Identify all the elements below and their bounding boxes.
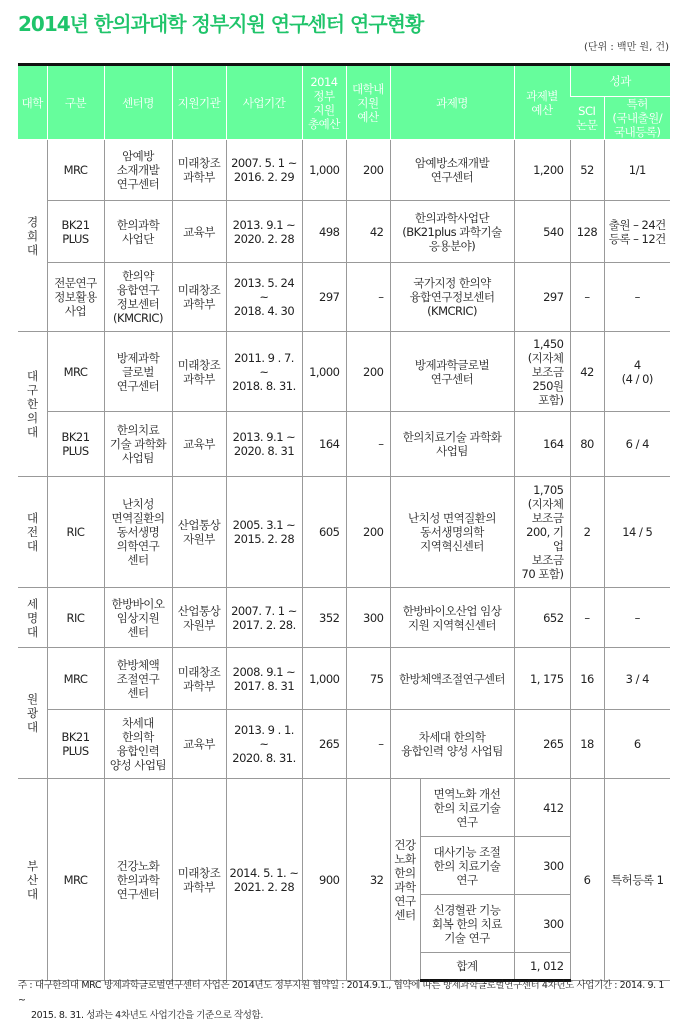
patents: – bbox=[604, 588, 670, 648]
sci-papers: 6 bbox=[570, 779, 604, 981]
header-period: 사업기간 bbox=[226, 65, 302, 140]
gov-budget: 352 bbox=[302, 588, 346, 648]
center-name: 난치성 면역질환의 동서생명 의학연구 센터 bbox=[104, 477, 172, 588]
header-gov-budget: 2014 정부 지원 총예산 bbox=[302, 65, 346, 140]
patents: 6 / 4 bbox=[604, 412, 670, 477]
university-name: 대 구 한 의 대 bbox=[18, 332, 47, 477]
support-agency: 미래창조 과학부 bbox=[172, 140, 226, 201]
program-type: BK21 PLUS bbox=[47, 201, 104, 263]
header-result: 성과 bbox=[570, 65, 670, 97]
sci-papers: 42 bbox=[570, 332, 604, 412]
univ-budget: 200 bbox=[346, 140, 390, 201]
sci-papers: 16 bbox=[570, 648, 604, 710]
patents: 6 bbox=[604, 710, 670, 779]
center-name: 암예방 소재개발 연구센터 bbox=[104, 140, 172, 201]
sci-papers: 2 bbox=[570, 477, 604, 588]
footnote-line-1: 주 : 대구한의대 MRC 방제과학글로벌연구센터 사업은 2014년도 정부지원 협약일 : 2014.9.1., 협약에 따른 방제과학글로벌연구센터 4차년도 사업기간 : 2014. 9. 1 ~ bbox=[18, 980, 665, 1006]
univ-budget: 300 bbox=[346, 588, 390, 648]
sci-papers: 80 bbox=[570, 412, 604, 477]
university-name: 원 광 대 bbox=[18, 648, 47, 779]
header-center: 센터명 bbox=[104, 65, 172, 140]
center-name: 방제과학 글로벌 연구센터 bbox=[104, 332, 172, 412]
support-agency: 교육부 bbox=[172, 710, 226, 779]
program-type: MRC bbox=[47, 648, 104, 710]
program-type: MRC bbox=[47, 779, 104, 981]
task-name: 한방체액조절연구센터 bbox=[390, 648, 514, 710]
project-period: 2008. 9.1 ~ 2017. 8. 31 bbox=[226, 648, 302, 710]
patents: – bbox=[604, 263, 670, 332]
table-row bbox=[18, 140, 670, 201]
support-agency: 미래창조 과학부 bbox=[172, 779, 226, 981]
total-label: 합계 bbox=[420, 953, 514, 981]
center-name: 한의과학 사업단 bbox=[104, 201, 172, 263]
subtask-name: 신경혈관 기능 회복 한의 치료 기술 연구 bbox=[420, 895, 514, 953]
task-name: 차세대 한의학 융합인력 양성 사업팀 bbox=[390, 710, 514, 779]
program-type: MRC bbox=[47, 140, 104, 201]
header-sci: SCI 논문 bbox=[570, 97, 604, 140]
program-type: BK21 PLUS bbox=[47, 412, 104, 477]
page-title: 2014년 한의과대학 정부지원 연구센터 연구현황 bbox=[18, 12, 424, 36]
project-period: 2013. 9.1 ~ 2020. 8. 31 bbox=[226, 412, 302, 477]
univ-budget: – bbox=[346, 412, 390, 477]
project-period: 2013. 9 . 1. ~ 2020. 8. 31. bbox=[226, 710, 302, 779]
support-agency: 교육부 bbox=[172, 412, 226, 477]
center-name: 차세대 한의학 융합인력 양성 사업팀 bbox=[104, 710, 172, 779]
table-row bbox=[18, 779, 670, 837]
sci-papers: 52 bbox=[570, 140, 604, 201]
header-univ: 대학 bbox=[18, 65, 47, 140]
program-type: 전문연구 정보활용 사업 bbox=[47, 263, 104, 332]
task-budget: 1,450 (지자체 보조금 250원 포함) bbox=[514, 332, 570, 412]
patents: 14 / 5 bbox=[604, 477, 670, 588]
university-name: 경 희 대 bbox=[18, 140, 47, 332]
project-period: 2013. 9.1 ~ 2020. 2. 28 bbox=[226, 201, 302, 263]
table-row bbox=[18, 332, 670, 412]
research-center-table bbox=[18, 63, 670, 982]
center-name: 한의약 융합연구 정보센터 (KMCRIC) bbox=[104, 263, 172, 332]
project-period: 2007. 5. 1 ~ 2016. 2. 29 bbox=[226, 140, 302, 201]
task-name: 한의과학사업단 (BK21plus 과학기술 응용분야) bbox=[390, 201, 514, 263]
table-row bbox=[18, 201, 670, 263]
header-univ-budget: 대학내 지원 예산 bbox=[346, 65, 390, 140]
task-budget: 1, 175 bbox=[514, 648, 570, 710]
support-agency: 산업통상 자원부 bbox=[172, 588, 226, 648]
program-type: RIC bbox=[47, 588, 104, 648]
subtask-name: 대사기능 조절 한의 치료기술 연구 bbox=[420, 837, 514, 895]
task-budget: 540 bbox=[514, 201, 570, 263]
header-agency: 지원기관 bbox=[172, 65, 226, 140]
univ-budget: 75 bbox=[346, 648, 390, 710]
center-name: 건강노화 한의과학 연구센터 bbox=[104, 779, 172, 981]
task-name: 방제과학글로벌 연구센터 bbox=[390, 332, 514, 412]
university-name: 부 산 대 bbox=[18, 779, 47, 981]
table-row bbox=[18, 648, 670, 710]
program-type: MRC bbox=[47, 332, 104, 412]
gov-budget: 1,000 bbox=[302, 648, 346, 710]
task-name: 난치성 면역질환의 동서생명의학 지역혁신센터 bbox=[390, 477, 514, 588]
support-agency: 미래창조 과학부 bbox=[172, 263, 226, 332]
task-group-name: 건강 노화 한의 과학 연구 센터 bbox=[390, 779, 420, 981]
univ-budget: – bbox=[346, 263, 390, 332]
center-name: 한방체액 조절연구 센터 bbox=[104, 648, 172, 710]
patents: 출원 – 24건 등록 – 12건 bbox=[604, 201, 670, 263]
gov-budget: 605 bbox=[302, 477, 346, 588]
task-name: 암예방소재개발 연구센터 bbox=[390, 140, 514, 201]
task-budget: 265 bbox=[514, 710, 570, 779]
support-agency: 미래창조 과학부 bbox=[172, 332, 226, 412]
table-row bbox=[18, 477, 670, 588]
patents: 4 (4 / 0) bbox=[604, 332, 670, 412]
header-task-budget: 과제별 예산 bbox=[514, 65, 570, 140]
task-name: 국가지정 한의약 융합연구정보센터 (KMCRIC) bbox=[390, 263, 514, 332]
sci-papers: 18 bbox=[570, 710, 604, 779]
header-type: 구분 bbox=[47, 65, 104, 140]
task-budget: 652 bbox=[514, 588, 570, 648]
support-agency: 미래창조 과학부 bbox=[172, 648, 226, 710]
table-row bbox=[18, 710, 670, 779]
header-task: 과제명 bbox=[390, 65, 514, 140]
subtask-budget: 300 bbox=[514, 837, 570, 895]
univ-budget: 32 bbox=[346, 779, 390, 981]
univ-budget: 200 bbox=[346, 332, 390, 412]
header-patent: 특허 (국내출원/ 국내등록) bbox=[604, 97, 670, 140]
task-budget: 297 bbox=[514, 263, 570, 332]
sci-papers: 128 bbox=[570, 201, 604, 263]
gov-budget: 265 bbox=[302, 710, 346, 779]
sci-papers: – bbox=[570, 263, 604, 332]
university-name: 세 명 대 bbox=[18, 588, 47, 648]
footnote-line-2: 2015. 8. 31. 성과는 4차년도 사업기간을 기준으로 작성함. bbox=[31, 1010, 263, 1021]
gov-budget: 164 bbox=[302, 412, 346, 477]
center-name: 한의치료 기술 과학화 사업팀 bbox=[104, 412, 172, 477]
gov-budget: 1,000 bbox=[302, 332, 346, 412]
univ-budget: 200 bbox=[346, 477, 390, 588]
gov-budget: 498 bbox=[302, 201, 346, 263]
task-name: 한의치료기술 과학화 사업팀 bbox=[390, 412, 514, 477]
project-period: 2013. 5. 24 ~ 2018. 4. 30 bbox=[226, 263, 302, 332]
patents: 특허등록 1 bbox=[604, 779, 670, 981]
center-name: 한방바이오 임상지원 센터 bbox=[104, 588, 172, 648]
support-agency: 산업통상 자원부 bbox=[172, 477, 226, 588]
project-period: 2007. 7. 1 ~ 2017. 2. 28. bbox=[226, 588, 302, 648]
task-budget: 1,705 (지자체 보조금 200, 기업 보조금 70 포함) bbox=[514, 477, 570, 588]
program-type: RIC bbox=[47, 477, 104, 588]
footnote bbox=[18, 978, 673, 1023]
table-row bbox=[18, 412, 670, 477]
univ-budget: – bbox=[346, 710, 390, 779]
gov-budget: 1,000 bbox=[302, 140, 346, 201]
univ-budget: 42 bbox=[346, 201, 390, 263]
total-budget: 1, 012 bbox=[514, 953, 570, 981]
table-row bbox=[18, 588, 670, 648]
sci-papers: – bbox=[570, 588, 604, 648]
support-agency: 교육부 bbox=[172, 201, 226, 263]
subtask-budget: 300 bbox=[514, 895, 570, 953]
project-period: 2014. 5. 1. ~ 2021. 2. 28 bbox=[226, 779, 302, 981]
task-budget: 164 bbox=[514, 412, 570, 477]
task-budget: 1,200 bbox=[514, 140, 570, 201]
university-name: 대 전 대 bbox=[18, 477, 47, 588]
task-name: 한방바이오산업 임상 지원 지역혁신센터 bbox=[390, 588, 514, 648]
table-row bbox=[18, 263, 670, 332]
subtask-name: 면역노화 개선 한의 치료기술 연구 bbox=[420, 779, 514, 837]
program-type: BK21 PLUS bbox=[47, 710, 104, 779]
gov-budget: 900 bbox=[302, 779, 346, 981]
project-period: 2011. 9 . 7. ~ 2018. 8. 31. bbox=[226, 332, 302, 412]
unit-label: (단위 : 백만 원, 건) bbox=[583, 42, 669, 53]
subtask-budget: 412 bbox=[514, 779, 570, 837]
project-period: 2005. 3.1 ~ 2015. 2. 28 bbox=[226, 477, 302, 588]
gov-budget: 297 bbox=[302, 263, 346, 332]
patents: 1/1 bbox=[604, 140, 670, 201]
patents: 3 / 4 bbox=[604, 648, 670, 710]
